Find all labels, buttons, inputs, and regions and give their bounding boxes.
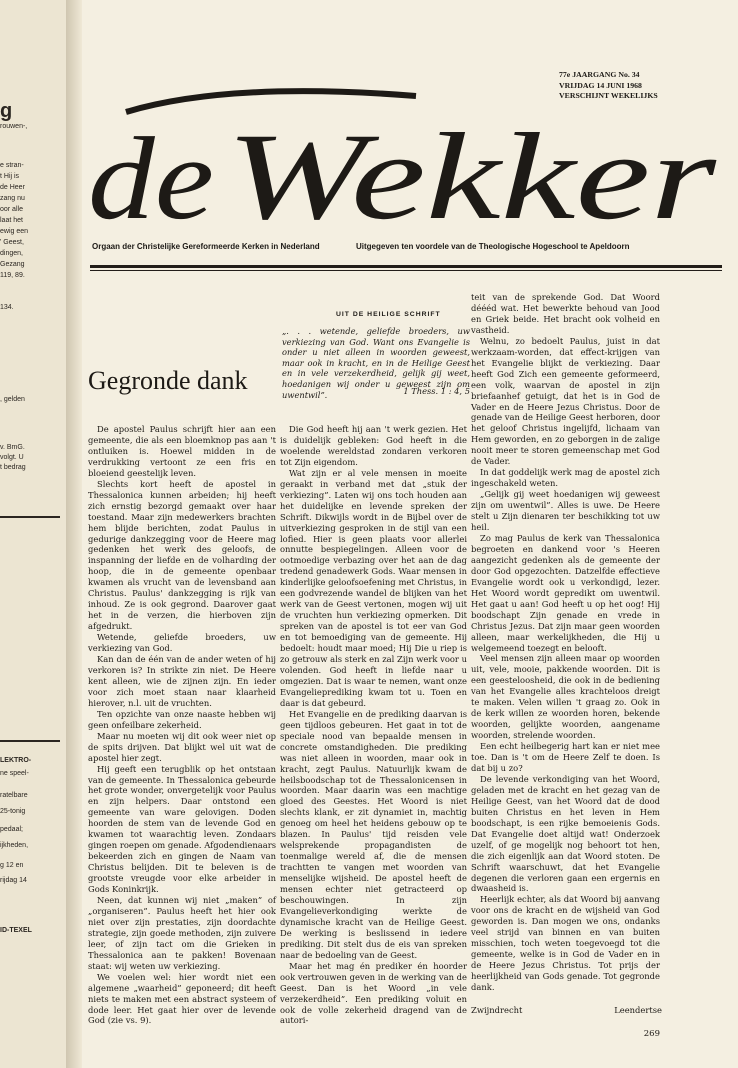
article-column-1 (88, 424, 276, 1026)
previous-page-fragment: 25-tonig (0, 808, 26, 815)
previous-page-fragment: g (0, 100, 13, 122)
masthead-word-de: de (88, 113, 214, 238)
paragraph: We voelen wel: hier wordt niet een algemene „waarheid” geponeerd; dit heeft niets te maken met een abstract systeem of dode leer. Het gaat hier over de levende God (zie vs. 9). (88, 971, 276, 1026)
section-label: UIT DE HEILIGE SCHRIFT (336, 311, 441, 318)
masthead-word-wekker: Wekker (226, 108, 717, 238)
issue-date: VRIJDAG 14 JUNI 1968 (559, 80, 642, 90)
paragraph: De levende verkondiging van het Woord, geladen met de kracht en het gezag van de Heilige Geest, van het Woord dat de dood buiten Christus en het leven in Hem boodschapt, is een rijke bemoeienis Gods. Dat Evangelie doet altijd wat! Onderzoek uzelf, of ge mogelijk nog behoort tot hen, die zich eigenlijk aan dat Woord stoten. De Schrift waarschuwt, dat het Evangelie degenen die verloren gaan een ergernis en dwaasheid is. (471, 773, 660, 894)
previous-page-fragment: rouwen-, (0, 123, 28, 130)
paragraph: Veel mensen zijn alleen maar op woorden uit, vele, mooie, pakkende woorden. Dit is een geesteloosheid, die ook in de bediening van het Evangelie alles krachteloos dreigt te maken. Velen willen 't graag zo. Ook in de kerk willen ze woorden horen, bekende woorden, gelijkte woorden, aangename woorden, strelende woorden. (471, 653, 660, 741)
paragraph: Maar nu moeten wij dit ook weer niet op de spits drijven. Dat blijkt wel uit wat de apostel hier zegt. (88, 730, 276, 763)
previous-page-fragment: de Heer (0, 184, 25, 191)
article-author: Leendertse (614, 1005, 662, 1015)
paragraph: Maar het mag én prediker én hoorder ook vertrouwen geven in de werking van de Geest. Dan is het Woord „in vele verzekerdheid”. Een prediking voluit en ook de volle zekerheid dragend van de autori- (280, 960, 467, 1026)
paragraph: Zo mag Paulus de kerk van Thessalonica begroeten en dankend voor 's Heeren aangezicht gedenken als de gemeente der door God opgezochten. Datzelfde effectieve Evangelie wordt ook u verkondigd, lezer. Het Woord wordt gepredikt om uwentwil. Het gaat u aan! God heeft u op het oog! Hij boodschapt Zijn genade en vrede in Christus Jezus. Dat zijn maar geen woorden alleen, maar werkelijkheden, die Hij u welgemeend toezegt en belooft. (471, 532, 660, 653)
masthead-subtitle-right: Uitgegeven ten voordele van de Theologische Hogeschool te Apeldoorn (356, 242, 630, 251)
paragraph: Slechts kort heeft de apostel in Thessalonica kunnen arbeiden; hij heeft zich ernstig bezorgd gemaakt over haar toestand. Maar zijn medewerkers brachten hem blijde berichten, zodat Paulus in gedurige dankzegging voor de Heere mag gedenken het werk des geloofs, de inspanning der liefde en de volharding der hoop, die in de gemeente openbaar kwamen als vrucht van de levensband aan Christus. Paulus' dankzegging is rijk van inhoud. Ze is ook gegrond. Daarover gaat het in de verzen, die hierboven zijn afgedrukt. (88, 478, 276, 632)
previous-page-rule (0, 740, 60, 742)
masthead-rule-thin (90, 270, 722, 271)
paragraph: Ten opzichte van onze naaste hebben wij geen onfeilbare zekerheid. (88, 708, 276, 730)
previous-page-fragment: laat het (0, 217, 23, 224)
paragraph: Hij geeft een terugblik op het ontstaan van de gemeente. In Thessalonica gebeurde het grote wonder, onvergetelijk voor Paulus en zijn helpers. Daar ontstond een gemeente van ware gelovigen. Doden hoorden de stem van de levende God en kwamen tot waarachtig leven. Zondaars gingen roepen om genade. Afgodendienaars bekeerden zich en gingen de Naam van Christus belijden. Dit te beleven is de grootste vreugde voor elke arbeider in Gods Koninkrijk. (88, 763, 276, 895)
previous-page-fragment: ijkheden, (0, 842, 29, 849)
previous-page-fragment: LEKTRO- (0, 757, 32, 764)
previous-page-fragment: 119, 89. (0, 272, 25, 279)
previous-page-fragment: ne speel- (0, 770, 29, 777)
paragraph: Wat zijn er al vele mensen in moeite geraakt in verband met dat „stuk der verkiezing”. Laten wij ons toch houden aan het duidelijke en levende spreken der Schrift. Dikwijls wordt in de Bijbel over de uitverkiezing gesproken in de stijl van een lofied. Hier is geen plaats voor allerlei onnutte bespiegelingen. Alleen voor de ootmoedige verbazing over het aan de dag tredend genadewerk Gods. Waar mensen in kinderlijke geloofsoefening met Christus, in een godvrezende wandel de blijken van het werk van de Geest vertonen, mogen wij uit de vruchten hun verkiezing opmerken. Dit spreken van de apostel is tot eer van God en tot bemoediging van de gemeente. Hij bedoelt: houdt maar moed; Hij Die u riep is zo getrouw als sterk en zal Zijn werk voor u volenden. God heeft in liefde naar u omgezien. Dat is waar te nemen, want onze Evangelieprediking kwam tot u. Toen en daar is dat gebeurd. (280, 467, 467, 708)
previous-page-fragment: Gezang (0, 261, 25, 268)
page-number: 269 (643, 1029, 660, 1039)
paragraph: Welnu, zo bedoelt Paulus, juist in dat werkzaam-worden, dat effect-krijgen van het Evangelie blijkt de verkiezing. Daar heeft God Zich een gemeente geformeerd, een volk, waarvan de apostel in zijn briefaanhef getuigt, dat het is in God de Vader en de Heere Jezus Christus. Door de genade van de Heilige Geest herboren, door het geloof Christus ingelijfd, lichaam van Hem geworden, en zo geborgen in de zalige nooit meer te storen gemeenschap met God de Vader. (471, 335, 660, 467)
paragraph: „Gelijk gij weet hoedanigen wij geweest zijn om uwentwil”. Alles is uwe. De Heere stelt u Zijn dienaren ter beschikking tot uw heil. (471, 489, 660, 533)
page-gutter (66, 0, 82, 1068)
previous-page-fragment: pedaal; (0, 826, 23, 833)
previous-page-fragment: rijdag 14 (0, 877, 27, 884)
previous-page-fragment: dingen, (0, 250, 23, 257)
paragraph: De apostel Paulus schrijft hier aan een gemeente, die als een bloemknop pas aan 't ontluiken is. Hoewel midden in de verdrukking vertoont ze een fris en bloeiend geestelijk leven. (88, 424, 276, 478)
previous-page-fragment: , gelden (0, 396, 25, 403)
article-place: Zwijndrecht (471, 1005, 523, 1015)
paragraph: Heerlijk echter, als dat Woord bij aanvang voor ons de kracht en de wijsheid van God geworden is. Dan mogen we ons, ondanks veel strijd van binnen en van buiten misschien, toch weten toegevoegd tot die gemeente, welke is in God de Vader en in de Heere Jezus Christus. Tot prijs der heerlijkheid van Gods genade. Tot gegronde dank. (471, 894, 660, 993)
paragraph: Kan dan de één van de ander weten of hij verkoren is? In strikte zin niet. De Heere kent alleen, wie de zijnen zijn. En ieder voor zich moet staan naar klaarheid hierover, n.l. uit de vruchten. (88, 654, 276, 708)
paragraph: Wetende, geliefde broeders, uw verkiezing van God. (88, 632, 276, 654)
article-column-2 (280, 424, 467, 1026)
previous-page-fragment: volgt. U (0, 454, 24, 461)
paragraph: Die God heeft hij aan 't werk gezien. Het is duidelijk gebleken: God heeft in die woelende wereldstad zondaren verkoren tot Zijn eigendom. (280, 424, 467, 467)
previous-page-fragment: zang nu (0, 195, 25, 202)
paragraph: teit van de sprekende God. Dat Woord déééd wat. Het bewerkte behoud van Jood en Griek beide. Het bracht ook volheid en vastheid. (471, 292, 660, 335)
issue-volume: 77e JAARGANG No. 34 (559, 70, 640, 79)
paragraph: Een echt heilbegerig hart kan er niet mee toe. Dan is 't om de Heere Zelf te doen. Is dat bij u zo? (471, 741, 660, 773)
masthead-logo (86, 78, 726, 238)
scripture-quote: „. . . wetende, geliefde broeders, uw verkiezing van God. Want ons Evangelie is onder u niet alleen in woorden geweest, maar ook in kracht, en in de Heilige Geest en in vele verzekerdheid, gelijk gij weet, hoedanigen wij onder u geweest zijn om uwentwil”. (282, 326, 470, 400)
issue-frequency: VERSCHIJNT WEKELIJKS (559, 91, 658, 100)
previous-page-fragment: 134. (0, 304, 14, 311)
paragraph: Neen, dat kunnen wij niet „maken” of „organiseren”. Paulus heeft het hier ook niet over zijn prestaties, zijn doordachte strategie, zijn goede methoden, zijn zuivere leer, of zijn tact om die Grieken in Thessalonica aan te pakken! Bovenaan staat: wij weten uw verkiezing. (88, 894, 276, 971)
previous-page-fragment: oor alle (0, 206, 23, 213)
scripture-reference: 1 Thess. 1 : 4, 5 (403, 386, 470, 396)
previous-page-fragment: ewig een (0, 228, 29, 235)
previous-page-fragment: ' Geest, (0, 239, 24, 246)
masthead-rule (90, 265, 722, 268)
previous-page-edge (0, 0, 68, 1068)
previous-page-fragment: ratelbare (0, 792, 28, 799)
previous-page-fragment: g 12 en (0, 862, 24, 869)
previous-page-fragment: ID-TEXEL (0, 927, 32, 934)
paragraph: Het Evangelie en de prediking daarvan is geen tijdloos gebeuren. Het gaat in tot de speciale nood van bepaalde mensen in concrete omstandigheden. Die prediking was niet alleen in woorden, maar ook in kracht, zegt Paulus. Natuurlijk kwam de heilsboodschap tot de Thessalonicensen in woorden. Maar daarin was een machtige gloed des Geestes. Het Woord is niet slechts klank, er zit dynamiet in, machtig genoeg om heel het heidens gebouw op te blazen. In Paulus' tijd reisden vele welsprekende propagandisten de toenmalige wereld af, die de mensen trachtten te vangen met woorden van menselijke wijsheid. De apostel heeft de mensen echter niet getracteerd op beschouwingen. In zijn Evangelieverkondiging werkte de dynamische kracht van de Heilige Geest. De werking is beslissend in iedere prediking. Dit stelt dus de eis van spreken naar de bedoeling van de Geest. (280, 708, 467, 960)
article-column-3 (471, 292, 660, 1010)
previous-page-fragment: e stran- (0, 162, 24, 169)
previous-page-fragment: t bedrag (0, 464, 26, 471)
previous-page-fragment: v. BmG. (0, 444, 25, 451)
paragraph: In dat goddelijk werk mag de apostel zich ingeschakeld weten. (471, 467, 660, 489)
masthead-subtitle-left: Orgaan der Christelijke Gereformeerde Kerken in Nederland (92, 242, 320, 251)
article-title: Gegronde dank (88, 366, 248, 395)
previous-page-rule (0, 516, 60, 518)
previous-page-fragment: t Hij is (0, 173, 20, 180)
